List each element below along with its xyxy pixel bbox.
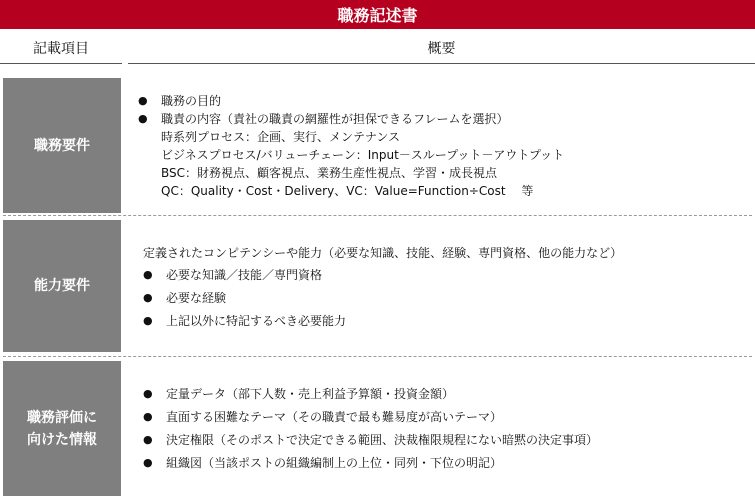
- section-divider: [3, 356, 752, 357]
- section-divider: [3, 215, 752, 216]
- list-item: [143, 454, 598, 477]
- list-item-text: 組織図（当該ポストの組織編制上の上位・同列・下位の明記）: [166, 456, 503, 470]
- list-item: [143, 431, 598, 454]
- bullet-icon: ●: [143, 291, 153, 304]
- section-label-line: 職務評価に: [27, 409, 97, 426]
- sub-item: ビジネスプロセス/バリューチェーン：Input－スループット－アウトプット: [161, 148, 565, 162]
- section-content-competency-requirements: [143, 244, 622, 335]
- list-item: [143, 408, 598, 431]
- list-item: [138, 92, 564, 110]
- bullet-icon: ●: [143, 456, 153, 469]
- section-label-line: 向けた情報: [27, 431, 97, 448]
- section-label-evaluation-info: [3, 361, 121, 496]
- list-item-text: 必要な知識／技能／専門資格: [166, 268, 323, 282]
- sub-item: 時系列プロセス：企画、実行、メンテナンス: [161, 130, 401, 144]
- list-item-text: 決定権限（そのポストで決定できる範囲、決裁権限規程にない暗黙の決定事項）: [166, 433, 599, 447]
- bullet-icon: ●: [143, 410, 153, 423]
- bullet-icon: ●: [143, 433, 153, 446]
- list-item: [143, 266, 622, 289]
- list-item-text: 必要な経験: [166, 291, 227, 305]
- list-item: [143, 312, 622, 335]
- sub-item: QC：Quality・Cost・Delivery、VC：Value=Function÷Cost 等: [161, 184, 534, 198]
- column-header-overview: 概要: [128, 33, 755, 64]
- list-item-text: 職責の内容（責社の職責の網羅性が担保できるフレームを選択）: [161, 112, 509, 126]
- list-item-text: 職務の目的: [161, 94, 222, 108]
- bullet-icon: ●: [143, 314, 153, 327]
- bullet-icon: ●: [143, 387, 153, 400]
- section-content-job-requirements: [138, 92, 564, 200]
- bullet-icon: ●: [138, 94, 148, 107]
- column-header-item: 記載項目: [0, 33, 122, 64]
- list-item-text: 直面する困難なテーマ（その職責で最も難易度が高いテーマ）: [166, 410, 503, 424]
- list-item: [138, 110, 564, 128]
- section-label-competency-requirements: 能力要件: [3, 220, 121, 352]
- list-item: [143, 385, 598, 408]
- bullet-icon: ●: [138, 112, 148, 125]
- section-lead-text: 定義されたコンピテンシーや能力（必要な知識、技能、経験、専門資格、他の能力など）: [143, 246, 623, 260]
- section-label-job-requirements: 職務要件: [3, 78, 121, 213]
- list-item-text: 上記以外に特記するべき必要能力: [166, 314, 347, 328]
- bullet-icon: ●: [143, 268, 153, 281]
- list-item: [143, 289, 622, 312]
- sub-item: BSC：財務視点、顧客視点、業務生産性視点、学習・成長視点: [161, 166, 498, 180]
- section-content-evaluation-info: [143, 385, 598, 477]
- list-item-text: 定量データ（部下人数・売上利益予算額・投資金額）: [166, 387, 455, 401]
- document-title: 職務記述書: [0, 0, 755, 29]
